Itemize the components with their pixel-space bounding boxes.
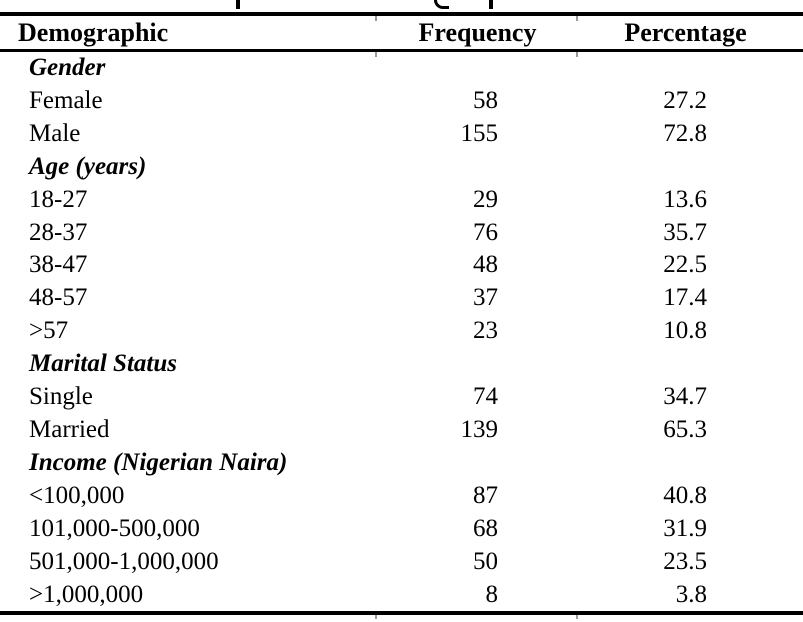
frequency-cell: 50 [473, 547, 498, 575]
section-label: Age (years) [29, 152, 147, 180]
section-label: Marital Status [29, 350, 177, 378]
frequency-cell: 58 [473, 86, 498, 114]
column-header-percentage: Percentage [578, 14, 803, 51]
section-row-gender [0, 51, 803, 85]
table-row [0, 579, 803, 614]
percentage-cell: 23.5 [663, 547, 707, 575]
frequency-cell: 87 [473, 481, 498, 509]
demographic-cell: Male [29, 119, 81, 147]
frequency-cell [377, 151, 578, 184]
section-label: Income (Nigerian Naira) [29, 448, 288, 476]
frequency-cell: 76 [473, 218, 498, 246]
caption-descender-fragment [434, 0, 449, 9]
demographic-cell: 38-47 [29, 251, 88, 279]
demographic-cell: >57 [29, 317, 69, 345]
demographic-cell: 101,000-500,000 [29, 514, 200, 542]
table-row [0, 217, 803, 250]
percentage-cell [578, 151, 803, 184]
table-header-row [0, 14, 803, 51]
percentage-cell [578, 348, 803, 381]
table-row [0, 118, 803, 151]
section-row-age [0, 151, 803, 184]
demographics-table [0, 12, 803, 615]
percentage-cell: 72.8 [663, 119, 707, 147]
percentage-cell [578, 447, 803, 480]
demographic-cell: Female [29, 86, 103, 114]
frequency-cell: 8 [377, 579, 578, 614]
percentage-cell: 34.7 [663, 383, 707, 411]
table-row [0, 249, 803, 282]
percentage-cell: 3.8 [578, 579, 803, 614]
table-row [0, 184, 803, 217]
percentage-cell: 65.3 [663, 415, 707, 443]
frequency-cell: 74 [473, 383, 498, 411]
frequency-cell: 37 [473, 284, 498, 312]
table-row [0, 282, 803, 315]
table-row [0, 381, 803, 414]
demographic-cell: 48-57 [29, 284, 88, 312]
cropped-caption-fragments [0, 0, 803, 12]
frequency-cell [377, 447, 578, 480]
section-row-marital-status [0, 348, 803, 381]
caption-descender-fragment [236, 0, 240, 9]
percentage-cell: 31.9 [663, 514, 707, 542]
table-row [0, 513, 803, 546]
demographic-cell: Single [29, 383, 93, 411]
frequency-cell: 139 [460, 415, 498, 443]
frequency-cell: 155 [460, 119, 498, 147]
column-header-demographic: Demographic [0, 14, 377, 51]
percentage-cell: 22.5 [663, 251, 707, 279]
percentage-cell [578, 51, 803, 85]
percentage-cell: 10.8 [663, 317, 707, 345]
demographic-cell: 501,000-1,000,000 [29, 547, 219, 575]
table-row [0, 414, 803, 447]
percentage-cell: 13.6 [663, 185, 707, 213]
percentage-cell: 17.4 [663, 284, 707, 312]
frequency-cell [377, 51, 578, 85]
column-header-frequency: Frequency [377, 14, 578, 51]
table-row [0, 315, 803, 348]
demographic-cell: Married [29, 415, 110, 443]
frequency-cell: 23 [473, 317, 498, 345]
demographic-cell: >1,000,000 [0, 579, 377, 614]
section-label: Gender [29, 54, 106, 81]
frequency-cell: 29 [473, 185, 498, 213]
percentage-cell: 27.2 [663, 86, 707, 114]
demographic-cell: <100,000 [29, 481, 125, 509]
frequency-cell [377, 348, 578, 381]
section-row-income [0, 447, 803, 480]
percentage-cell: 40.8 [663, 481, 707, 509]
percentage-cell: 35.7 [663, 218, 707, 246]
table-row [0, 85, 803, 118]
frequency-cell: 68 [473, 514, 498, 542]
demographic-cell: 28-37 [29, 218, 88, 246]
table-row [0, 480, 803, 513]
demographic-cell: 18-27 [29, 185, 88, 213]
frequency-cell: 48 [473, 251, 498, 279]
table-row [0, 546, 803, 579]
caption-descender-fragment [489, 0, 493, 9]
